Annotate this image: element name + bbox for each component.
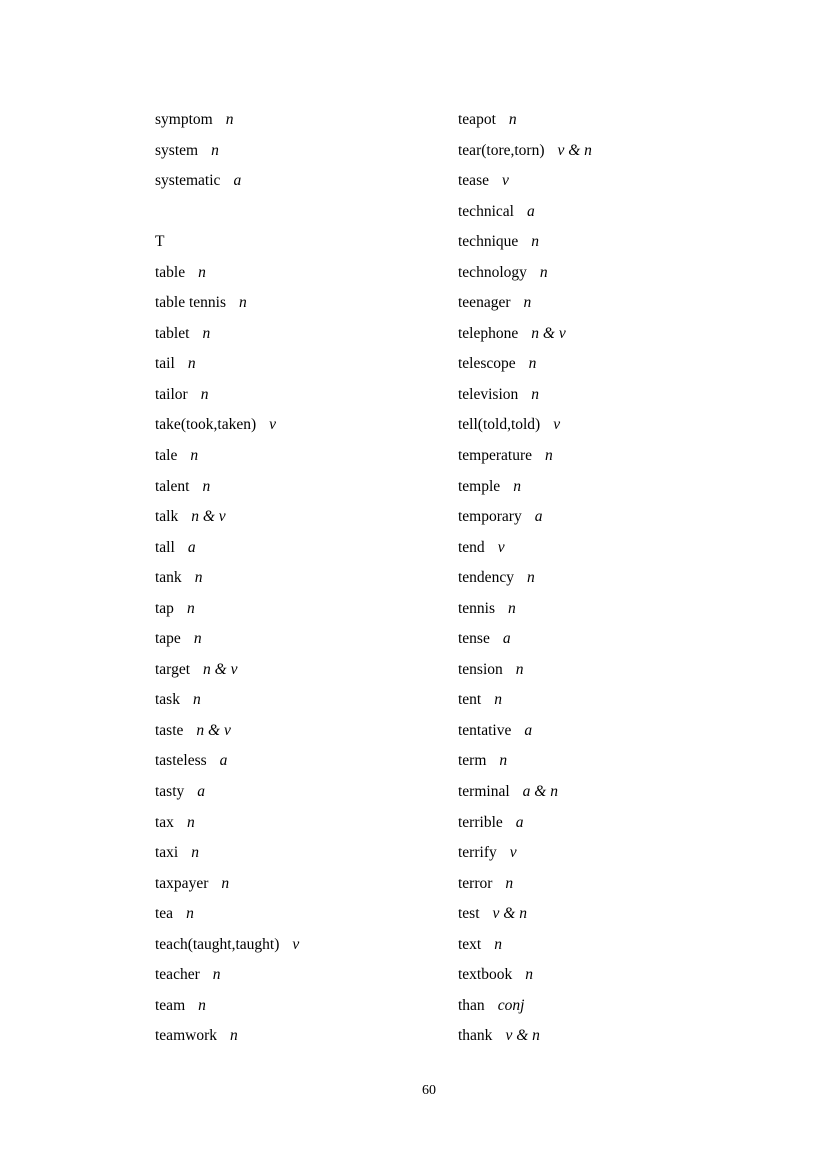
word-text: table tennis — [155, 294, 227, 312]
word-text: tendency — [458, 569, 514, 587]
word-entry — [155, 441, 455, 472]
part-of-speech-label: n — [515, 660, 524, 678]
word-text: tell(told,told) — [458, 416, 541, 434]
part-of-speech-label: conj — [497, 996, 525, 1014]
word-text: system — [155, 141, 199, 159]
word-text: take(took,taken) — [155, 416, 257, 434]
word-text: terror — [458, 874, 493, 892]
part-of-speech-label: a — [502, 630, 511, 648]
word-text: tent — [458, 691, 482, 709]
word-text: tasteless — [155, 752, 207, 770]
part-of-speech-label: n — [198, 263, 206, 281]
word-entry — [155, 105, 455, 136]
word-text: table — [155, 263, 186, 281]
word-text: term — [458, 752, 487, 770]
word-text: teenager — [458, 294, 511, 312]
word-entry — [458, 838, 788, 869]
part-of-speech-label: n — [198, 996, 206, 1014]
part-of-speech-label: n — [211, 141, 219, 159]
word-entry — [155, 380, 455, 411]
part-of-speech-label: n — [187, 355, 196, 373]
part-of-speech-label: n — [193, 630, 202, 648]
part-of-speech-label: a — [197, 783, 206, 801]
word-text: talent — [155, 477, 190, 495]
word-text: teach(taught,taught) — [155, 935, 280, 953]
word-entry — [458, 533, 788, 564]
word-text: than — [458, 996, 485, 1014]
word-entry — [155, 258, 455, 289]
word-text: target — [155, 660, 191, 678]
part-of-speech-label: n — [225, 111, 234, 128]
word-entry — [155, 533, 455, 564]
word-text: T — [155, 233, 165, 251]
word-entry — [155, 746, 455, 777]
word-text: thank — [458, 1027, 493, 1045]
part-of-speech-label: v — [497, 538, 505, 556]
word-text: temple — [458, 477, 501, 495]
word-entry — [458, 563, 788, 594]
word-text: test — [458, 905, 480, 923]
part-of-speech-label: a — [219, 752, 228, 770]
word-entry — [155, 288, 455, 319]
word-text: technology — [458, 263, 527, 281]
part-of-speech-label: n — [539, 263, 548, 281]
part-of-speech-label: a & n — [522, 783, 558, 801]
word-entry — [155, 930, 455, 961]
part-of-speech-label: n — [200, 385, 209, 403]
part-of-speech-label: n — [526, 569, 535, 587]
part-of-speech-label: n — [202, 324, 211, 342]
word-text: tax — [155, 813, 174, 831]
word-text: tall — [155, 538, 175, 556]
word-text: terrible — [458, 813, 503, 831]
part-of-speech-label: a — [526, 202, 535, 220]
word-entry — [458, 991, 788, 1022]
part-of-speech-label: n — [186, 905, 194, 923]
word-entry — [155, 1021, 455, 1052]
word-entry — [155, 410, 455, 441]
part-of-speech-label: n — [525, 966, 533, 984]
word-entry — [458, 1021, 788, 1052]
part-of-speech-label: n — [221, 874, 230, 892]
word-text: telescope — [458, 355, 516, 373]
word-text: task — [155, 691, 180, 709]
word-list-right-column — [458, 105, 788, 1052]
word-text: taxi — [155, 844, 179, 862]
word-text: tend — [458, 538, 485, 556]
word-text: teapot — [458, 111, 496, 128]
word-entry — [458, 960, 788, 991]
part-of-speech-label: n & v — [196, 721, 231, 739]
word-text: tap — [155, 599, 174, 617]
part-of-speech-label: n — [494, 691, 502, 709]
word-text: tail — [155, 355, 175, 373]
word-text: tape — [155, 630, 181, 648]
word-entry — [458, 624, 788, 655]
word-entry — [458, 655, 788, 686]
word-text: taxpayer — [155, 874, 209, 892]
word-text: tennis — [458, 599, 496, 617]
word-entry — [155, 991, 455, 1022]
word-entry — [458, 105, 788, 136]
word-text: technical — [458, 202, 514, 220]
word-entry — [458, 869, 788, 900]
word-text: teacher — [155, 966, 200, 984]
part-of-speech-label: n — [531, 233, 540, 251]
word-entry — [458, 197, 788, 228]
word-text: technique — [458, 233, 519, 251]
word-entry — [458, 166, 788, 197]
word-text: teamwork — [155, 1027, 217, 1045]
part-of-speech-label: n — [513, 477, 521, 495]
word-entry — [155, 838, 455, 869]
part-of-speech-label: n & v — [203, 660, 238, 678]
word-text: tentative — [458, 721, 512, 739]
word-entry — [458, 349, 788, 380]
part-of-speech-label: n — [186, 813, 195, 831]
part-of-speech-label: v — [501, 172, 509, 190]
word-text: tailor — [155, 385, 188, 403]
word-entry — [155, 349, 455, 380]
word-entry — [155, 869, 455, 900]
part-of-speech-label: n — [229, 1027, 238, 1045]
word-entry — [458, 136, 788, 167]
word-text: temperature — [458, 447, 533, 465]
word-entry — [155, 777, 455, 808]
part-of-speech-label: n — [523, 294, 532, 312]
word-list-left-column — [155, 105, 455, 1052]
word-text: temporary — [458, 508, 522, 526]
part-of-speech-label: n & v — [531, 324, 566, 342]
part-of-speech-label: n — [194, 569, 203, 587]
word-entry — [155, 502, 455, 533]
word-entry — [458, 716, 788, 747]
word-entry — [458, 227, 788, 258]
word-text: tension — [458, 660, 503, 678]
word-text: tea — [155, 905, 174, 923]
word-entry — [155, 808, 455, 839]
part-of-speech-label: n — [192, 691, 201, 709]
part-of-speech-label: n — [508, 111, 517, 128]
word-text: tease — [458, 172, 489, 190]
word-entry — [458, 472, 788, 503]
word-entry — [458, 410, 788, 441]
part-of-speech-label: v & n — [492, 905, 527, 923]
word-entry — [458, 288, 788, 319]
part-of-speech-label: n — [499, 752, 508, 770]
part-of-speech-label: n — [202, 477, 211, 495]
part-of-speech-label: n — [191, 844, 199, 862]
word-entry — [458, 319, 788, 350]
part-of-speech-label: v — [553, 416, 561, 434]
word-entry — [155, 136, 455, 167]
part-of-speech-label: n — [494, 935, 502, 953]
word-entry — [155, 685, 455, 716]
word-entry — [458, 258, 788, 289]
word-text: telephone — [458, 324, 519, 342]
word-text: talk — [155, 508, 179, 526]
word-entry — [155, 899, 455, 930]
word-entry — [458, 380, 788, 411]
word-entry — [458, 808, 788, 839]
part-of-speech-label: v — [292, 935, 300, 953]
part-of-speech-label: n — [239, 294, 247, 312]
section-letter — [155, 227, 455, 258]
word-text: textbook — [458, 966, 513, 984]
part-of-speech-label: n — [531, 385, 540, 403]
word-text: terrify — [458, 844, 497, 862]
word-entry — [155, 166, 455, 197]
part-of-speech-label: v & n — [557, 141, 592, 159]
word-text: terminal — [458, 783, 510, 801]
word-text: text — [458, 935, 482, 953]
part-of-speech-label: a — [524, 721, 533, 739]
part-of-speech-label: v — [509, 844, 517, 862]
word-entry — [155, 563, 455, 594]
word-entry — [458, 502, 788, 533]
part-of-speech-label: n — [186, 599, 195, 617]
blank-line — [155, 197, 455, 228]
word-text: tear(tore,torn) — [458, 141, 545, 159]
word-entry — [155, 716, 455, 747]
part-of-speech-label: a — [515, 813, 524, 831]
part-of-speech-label: a — [534, 508, 543, 526]
part-of-speech-label: n — [505, 874, 514, 892]
part-of-speech-label: n — [545, 447, 553, 465]
word-entry — [458, 899, 788, 930]
part-of-speech-label: a — [233, 172, 242, 190]
part-of-speech-label: v & n — [505, 1027, 540, 1045]
word-text: team — [155, 996, 186, 1014]
word-text: symptom — [155, 111, 213, 128]
word-entry — [458, 930, 788, 961]
part-of-speech-label: a — [187, 538, 196, 556]
word-entry — [458, 746, 788, 777]
word-entry — [155, 624, 455, 655]
word-text: tank — [155, 569, 182, 587]
page-number: 60 — [422, 1083, 436, 1098]
word-text: tasty — [155, 783, 185, 801]
word-entry — [155, 655, 455, 686]
word-entry — [458, 594, 788, 625]
word-text: systematic — [155, 172, 221, 190]
word-entry — [458, 777, 788, 808]
part-of-speech-label: n — [508, 599, 516, 617]
word-entry — [155, 472, 455, 503]
word-entry — [458, 685, 788, 716]
word-entry — [155, 319, 455, 350]
part-of-speech-label: n — [190, 447, 199, 465]
word-text: taste — [155, 721, 184, 739]
word-entry — [155, 594, 455, 625]
word-text: tense — [458, 630, 490, 648]
word-text: television — [458, 385, 519, 403]
part-of-speech-label: v — [269, 416, 277, 434]
part-of-speech-label: n — [528, 355, 537, 373]
part-of-speech-label: n — [212, 966, 221, 984]
word-entry — [155, 960, 455, 991]
word-text: tale — [155, 447, 178, 465]
part-of-speech-label: n & v — [191, 508, 226, 526]
word-entry — [458, 441, 788, 472]
word-text: tablet — [155, 324, 190, 342]
